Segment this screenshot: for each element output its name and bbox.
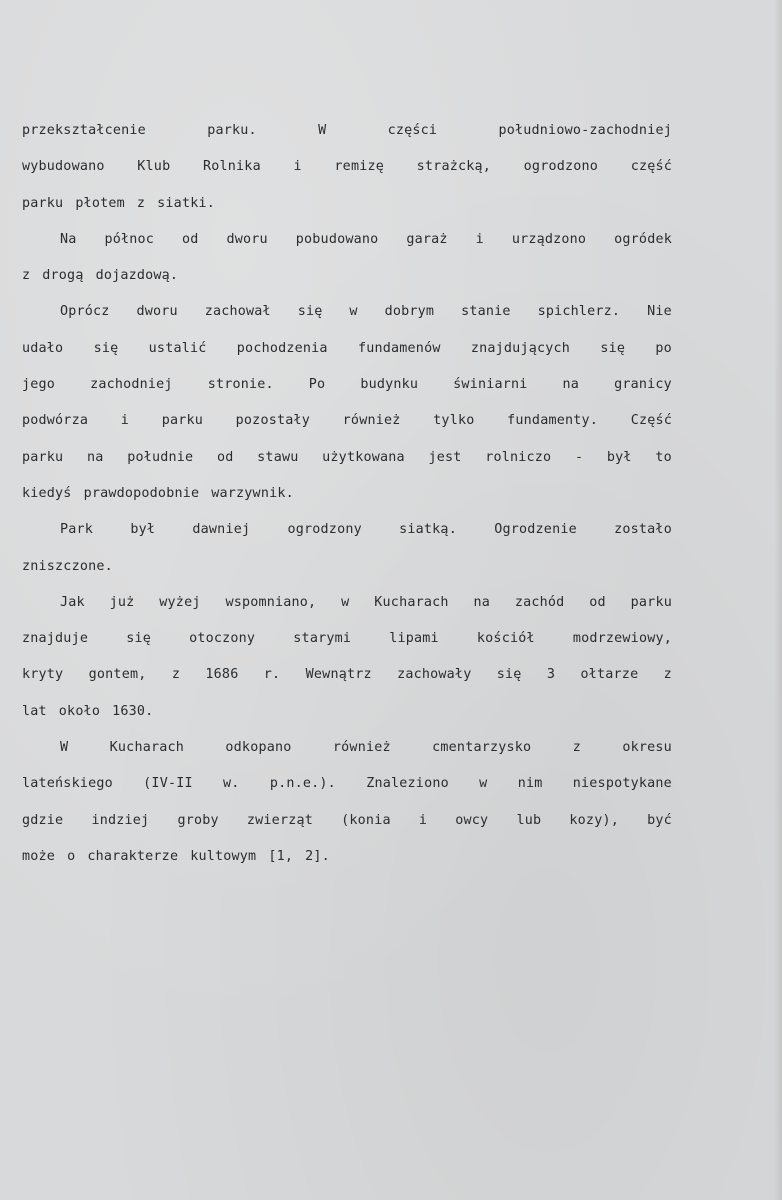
word: z xyxy=(22,268,31,284)
text-line xyxy=(22,222,672,258)
word: r. xyxy=(263,667,281,683)
word: z xyxy=(663,667,672,683)
word: 1686 xyxy=(205,667,239,683)
word: zachodniej xyxy=(90,377,173,393)
text-line xyxy=(22,149,672,185)
word: rolniczo xyxy=(485,449,552,465)
word: ustalić xyxy=(148,340,207,356)
word: spichlerz. xyxy=(537,304,621,320)
word: Kucharach xyxy=(109,740,185,756)
text-line xyxy=(22,476,672,512)
word: od xyxy=(216,449,234,465)
word: już xyxy=(109,594,135,610)
word: Po xyxy=(308,377,326,393)
word: wybudowano xyxy=(22,159,105,175)
word: z xyxy=(136,195,146,211)
word: znajdujących xyxy=(470,340,571,356)
word: zostało xyxy=(614,522,672,538)
word: to xyxy=(655,449,672,465)
word: groby xyxy=(177,812,219,828)
word: części xyxy=(387,123,438,138)
word: płotem xyxy=(75,195,125,211)
word: siatki. xyxy=(157,195,215,211)
word: na xyxy=(473,594,491,610)
word: 3 xyxy=(546,667,556,683)
word: jest xyxy=(428,449,462,465)
word: remizę xyxy=(334,159,384,175)
text-line xyxy=(22,294,672,330)
text-line xyxy=(22,694,672,730)
word: zwierząt xyxy=(246,812,313,828)
word: pobudowano xyxy=(295,231,379,247)
word: fundamenty. xyxy=(507,413,599,429)
word: zachód xyxy=(514,594,565,610)
word: w. xyxy=(223,776,240,792)
word: południe xyxy=(127,449,194,465)
word: starymi xyxy=(293,631,352,647)
word: dworu xyxy=(226,231,268,247)
word: stronie. xyxy=(207,377,274,393)
word: w xyxy=(341,594,350,610)
word: odkopano xyxy=(225,740,292,756)
word: warzywnik. xyxy=(211,485,294,501)
word: dworu xyxy=(136,304,178,320)
text-line xyxy=(22,113,672,149)
page-edge-shadow xyxy=(774,0,782,1200)
word: świniarni xyxy=(453,377,528,393)
word: północ xyxy=(104,231,155,247)
word: kiedyś xyxy=(22,485,72,501)
word: charakterze xyxy=(87,848,179,864)
word: zniszczone. xyxy=(22,558,113,574)
word: również xyxy=(342,413,401,429)
word: parku xyxy=(630,594,672,610)
word: dojazdową. xyxy=(95,268,179,284)
word: po xyxy=(655,340,672,356)
word: i xyxy=(293,159,302,175)
word: kościół xyxy=(476,631,535,647)
word: Park xyxy=(60,522,94,538)
text-line xyxy=(22,367,672,403)
word: Na xyxy=(60,231,77,247)
word: indziej xyxy=(91,812,150,828)
word: udało xyxy=(22,340,64,356)
word: cmentarzysko xyxy=(432,740,532,756)
word: tylko xyxy=(433,413,475,429)
word: jego xyxy=(22,377,56,393)
word: Kucharach xyxy=(374,594,449,610)
word: strażcką, xyxy=(416,159,492,175)
word: parku xyxy=(22,449,64,465)
word: W xyxy=(318,123,327,138)
word: 2]. xyxy=(305,848,330,864)
text-line xyxy=(22,186,672,222)
word: p.n.e.). xyxy=(269,776,336,792)
word: się xyxy=(600,340,626,356)
word: przekształcenie xyxy=(22,123,146,138)
word: lipami xyxy=(389,631,439,647)
word: lub xyxy=(516,812,542,828)
word: dawniej xyxy=(192,522,251,538)
text-line xyxy=(22,657,672,693)
text-line xyxy=(22,440,672,476)
word: drogą xyxy=(42,268,84,284)
word: użytkowana xyxy=(322,449,405,465)
word: pochodzenia xyxy=(236,340,328,356)
word: niespotykane xyxy=(572,776,672,792)
word: może xyxy=(22,848,56,864)
word: około xyxy=(58,703,101,719)
word: budynku xyxy=(360,377,419,393)
word: (konia xyxy=(341,812,391,828)
text-line xyxy=(22,512,672,548)
word: Klub xyxy=(137,159,171,175)
word: na xyxy=(562,377,580,393)
text-line xyxy=(22,730,672,766)
word: na xyxy=(86,449,104,465)
word: W xyxy=(60,740,69,756)
word: parku xyxy=(161,413,203,429)
word: granicy xyxy=(614,377,672,393)
word: wyżej xyxy=(159,594,201,610)
word: zachował xyxy=(204,304,271,320)
word: parku. xyxy=(207,123,257,138)
word: (IV-II xyxy=(143,776,193,792)
word: dobrym xyxy=(384,304,435,320)
word: o xyxy=(67,848,76,864)
text-line xyxy=(22,839,672,875)
word: gontem, xyxy=(88,667,147,683)
word: modrzewiowy, xyxy=(572,631,672,647)
word: Rolnika xyxy=(203,159,261,175)
word: otoczony xyxy=(189,631,256,647)
word: południowo-zachodniej xyxy=(498,123,672,138)
word: parku xyxy=(22,195,64,211)
word: ogrodzono xyxy=(523,159,599,175)
word: pozostały xyxy=(235,413,311,429)
word: garaż xyxy=(406,231,448,247)
word: lat xyxy=(22,703,47,719)
word: się xyxy=(297,304,323,320)
word: okresu xyxy=(622,740,672,756)
word: gdzie xyxy=(22,812,64,828)
word: stanie xyxy=(461,304,511,320)
word: Ogrodzenie xyxy=(494,522,577,538)
word: z xyxy=(572,740,581,756)
word: i xyxy=(475,231,484,247)
text-line xyxy=(22,621,672,657)
word: podwórza xyxy=(22,413,89,429)
text-line xyxy=(22,549,672,585)
word: również xyxy=(332,740,391,756)
word: być xyxy=(647,812,672,828)
text-line xyxy=(22,766,672,802)
word: kultowym xyxy=(190,848,257,864)
word: ołtarze xyxy=(580,667,639,683)
word: prawdopodobnie xyxy=(83,485,200,501)
word: Jak xyxy=(60,594,85,610)
word: Część xyxy=(630,413,672,429)
word: się xyxy=(496,667,522,683)
word: ogrodzony xyxy=(287,522,362,538)
word: Wewnątrz xyxy=(305,667,372,683)
word: Oprócz xyxy=(60,304,110,320)
word: ogródek xyxy=(614,231,672,247)
word: wspomniano, xyxy=(225,594,317,610)
word: Nie xyxy=(647,304,672,320)
word: stawu xyxy=(257,449,299,465)
word: z xyxy=(171,667,181,683)
word: nim xyxy=(517,776,543,792)
word: - xyxy=(574,449,584,465)
word: od xyxy=(589,594,606,610)
text-line xyxy=(22,585,672,621)
word: [1, xyxy=(268,848,294,864)
word: fundamenów xyxy=(357,340,441,356)
word: w xyxy=(349,304,358,320)
word: od xyxy=(182,231,199,247)
word: się xyxy=(93,340,119,356)
word: Znaleziono xyxy=(366,776,449,792)
word: i xyxy=(418,812,428,828)
text-line xyxy=(22,258,672,294)
word: zachowały xyxy=(397,667,472,683)
word: kozy), xyxy=(569,812,619,828)
text-line xyxy=(22,403,672,439)
word: się xyxy=(126,631,151,647)
word: w xyxy=(479,776,488,792)
word: kryty xyxy=(22,667,64,683)
text-line xyxy=(22,331,672,367)
word: lateńskiego xyxy=(22,776,113,792)
body-text xyxy=(22,113,672,875)
word: owcy xyxy=(455,812,489,828)
word: 1630. xyxy=(112,703,154,719)
word: znajduje xyxy=(22,631,89,647)
word: był xyxy=(130,522,156,538)
word: i xyxy=(120,413,130,429)
word: urządzono xyxy=(511,231,587,247)
text-line xyxy=(22,803,672,839)
word: był xyxy=(606,449,632,465)
word: część xyxy=(630,159,672,175)
word: siatką. xyxy=(399,522,457,538)
